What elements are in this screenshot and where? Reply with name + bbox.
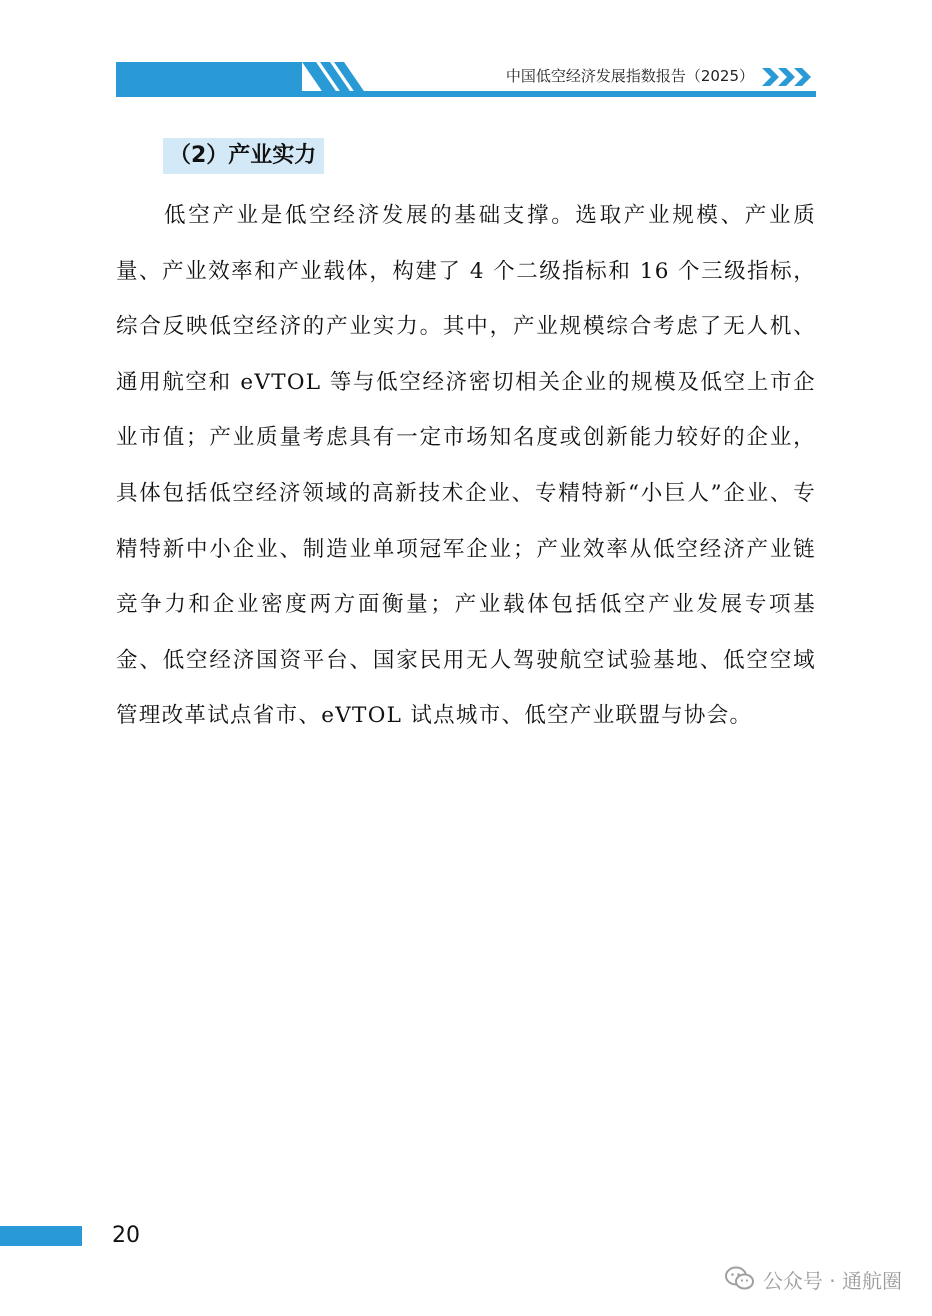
watermark-text: 公众号 · 通航圈 bbox=[762, 1268, 902, 1293]
triple-chevron-right-icon bbox=[762, 66, 814, 88]
page-number: 20 bbox=[112, 1223, 140, 1248]
page-header bbox=[116, 62, 816, 97]
body-paragraph: 低空产业是低空经济发展的基础支撑。选取产业规模、产业质量、产业效率和产业载体，构建了 4 个二级指标和 16 个三级指标，综合反映低空经济的产业实力。其中，产业规模综合考虑了无人机、通用航空和 eVTOL 等与低空经济密切相关企业的规模及低空上市企业市值；产业质量考虑具有一定市场知名度或创新能力较好的企业，具体包括低空经济领域的高新技术企业、专精特新“小巨人”企业、专精特新中小企业、制造业单项冠军企业；产业效率从低空经济产业链竞争力和企业密度两方面衡量；产业载体包括低空产业发展专项基金、低空经济国资平台、国家民用无人驾驶航空试验基地、低空空域管理改革试点省市、eVTOL 试点城市、低空产业联盟与协会。 bbox=[116, 203, 816, 729]
wechat-icon bbox=[725, 1266, 755, 1292]
footer-accent-bar bbox=[0, 1226, 82, 1246]
section-heading: （2）产业实力 bbox=[163, 138, 324, 174]
report-title: 中国低空经济发展指数报告（2025） bbox=[505, 67, 754, 85]
header-rule bbox=[116, 91, 816, 97]
watermark bbox=[725, 1264, 902, 1294]
